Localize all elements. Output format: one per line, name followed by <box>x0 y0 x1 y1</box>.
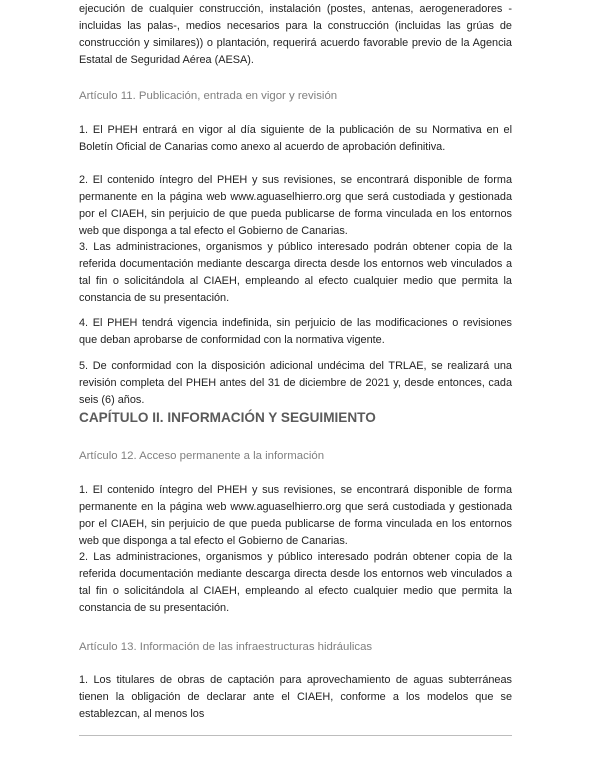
article-12-heading: Artículo 12. Acceso permanente a la información <box>79 450 325 462</box>
footer-divider <box>79 735 512 736</box>
article-11-paragraph-1: 1. El PHEH entrará en vigor al día siguiente de la publicación de su Normativa en el Boletín Oficial de Canarias como anexo al acuerdo de aprobación definitiva. <box>79 124 512 153</box>
article-11-paragraph-5: 5. De conformidad con la disposición adicional undécima del TRLAE, se realizará una revisión completa del PHEH antes del 31 de diciembre de 2021 y, desde entonces, cada seis (6) años. <box>79 360 512 406</box>
article-13-heading: Artículo 13. Información de las infraestructuras hidráulicas <box>79 641 373 653</box>
chapter-2-heading: CAPÍTULO II. INFORMACIÓN Y SEGUIMIENTO <box>79 410 376 425</box>
article-12-paragraph-2: 2. Las administraciones, organismos y público interesado podrán obtener copia de la referida documentación mediante descarga directa desde los entornos web vinculados a tal fin o solicitándola al CIAEH, empleando al efecto cualquier medio que permita la constancia de su presentación. <box>79 551 512 614</box>
article-11-paragraph-3: 3. Las administraciones, organismos y público interesado podrán obtener copia de la referida documentación mediante descarga directa desde los entornos web vinculados a tal fin o solicitándola al CIAEH, empleando al efecto cualquier medio que permita la constancia de su presentación. <box>79 241 512 304</box>
article-11-paragraph-2: 2. El contenido íntegro del PHEH y sus revisiones, se encontrará disponible de forma permanente en la página web www.aguaselhierro.org que será custodiada y gestionada por el CIAEH, sin perjuicio de que pueda publicarse de forma vinculada en los entornos web que disponga a tal efecto el Gobierno de Canarias. <box>79 174 512 237</box>
article-13-paragraph-1: 1. Los titulares de obras de captación para aprovechamiento de aguas subterráneas tienen la obligación de declarar ante el CIAEH, conforme a los modelos que se establezcan, al menos los <box>79 674 512 720</box>
article-11-paragraph-4: 4. El PHEH tendrá vigencia indefinida, sin perjuicio de las modificaciones o revisiones que deban aprobarse de conformidad con la normativa vigente. <box>79 317 512 346</box>
article-11-heading: Artículo 11. Publicación, entrada en vigor y revisión <box>79 90 338 102</box>
intro-paragraph: ejecución de cualquier construcción, instalación (postes, antenas, aerogeneradores -incluidas las palas-, medios necesarios para la construcción (incluidas las grúas de construcción y similares)) o plantación, requerirá acuerdo favorable previo de la Agencia Estatal de Seguridad Aérea (AESA). <box>79 3 512 66</box>
article-12-paragraph-1: 1. El contenido íntegro del PHEH y sus revisiones, se encontrará disponible de forma permanente en la página web www.aguaselhierro.org que será custodiada y gestionada por el CIAEH, sin perjuicio de que pueda publicarse de forma vinculada en los entornos web que disponga a tal efecto el Gobierno de Canarias. <box>79 484 512 547</box>
